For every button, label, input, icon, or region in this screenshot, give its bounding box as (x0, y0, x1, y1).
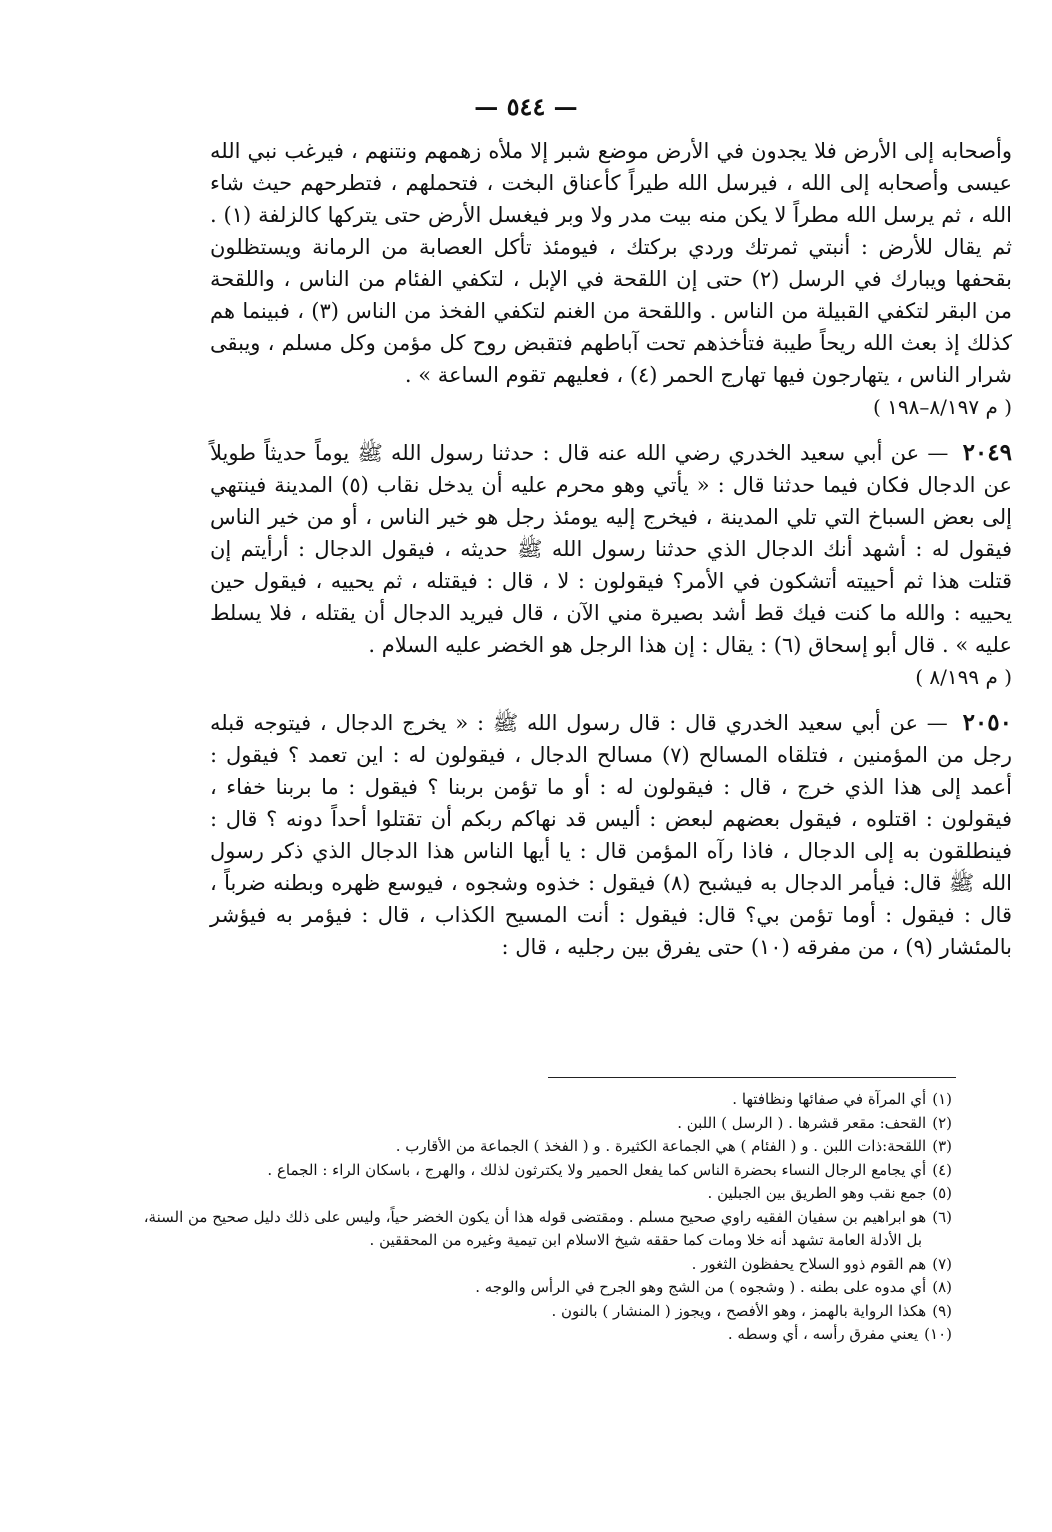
footnote (40, 1253, 952, 1277)
paragraph-text: — عن أبي سعيد الخدري قال : قال رسول الله ﷺ : « يخرج الدجال ، فيتوجه قبله رجل من المؤمنين ، فتلقاه المسالح (٧) مسالح الدجال ، فيقولون له : اين تعمد ؟ فيقول : أعمد إلى هذا الذي خرج ، قال : فيقولون له : أو ما تؤمن بربنا ؟ فيقول : ما بربنا خفاء ، فيقولون : اقتلوه ، فيقول بعضهم لبعض : أليس قد نهاكم ربكم أن تقتلوا أحداً دونه ؟ قال : فينطلقون به إلى الدجال ، فاذا رآه المؤمن قال : يا أيها الناس هذا الدجال الذي ذكر رسول الله ﷺ قال: فيأمر الدجال به فيشبح (٨) فيقول : خذوه وشجوه ، فيوسع ظهره وبطنه ضرباً ، قال : فيقول : أوما تؤمن بي؟ قال: فيقول : أنت المسيح الكذاب ، قال : فيؤمر به فيؤشر بالمئشار (٩) ، من مفرقه (١٠) حتى يفرق بين رجليه ، قال : (210, 711, 1012, 959)
main-text (210, 135, 1012, 977)
footnote-number: (١) (932, 1090, 952, 1108)
footnote-text: هكذا الرواية بالهمز ، وهو الأفصح ، ويجوز ( المنشار ) بالنون . (551, 1301, 927, 1320)
footnote-number: (٧) (932, 1254, 952, 1273)
hadith-number: ٢٠٤٩ (962, 439, 1012, 466)
footnote-text: هم القوم ذوو السلاح يحفظون الثغور . (691, 1254, 927, 1273)
source-reference: ( م ٨/١٩٧–١٩٨ ) (872, 395, 1012, 419)
footnote-text: هو ابراهيم بن سفيان الفقيه راوي صحيح مسلم . ومقتضى قوله هذا أن يكون الخضر حياً، وليس على ذلك دليل صحيح من السنة، (143, 1207, 927, 1226)
footnote-number: (٦) (932, 1207, 952, 1226)
footnote-text: أي المرآة في صفائها ونظافتها . (732, 1090, 927, 1108)
footnote-number: (٢) (932, 1113, 952, 1132)
footnote-text: القحف: مقعر قشرها . ( الرسل ) اللبن . (677, 1113, 927, 1132)
footnote-text: أي يجامع الرجال النساء بحضرة الناس كما يفعل الحمير ولا يكترثون لذلك ، والهرج ، باسكان الراء : الجماع . (267, 1160, 927, 1179)
footnote-number: (٨) (932, 1278, 952, 1296)
footnote-text: اللقحة:ذات اللبن . و ( الفئام ) هي الجماعة الكثيرة . و ( الفخذ ) الجماعة من الأقارب . (395, 1137, 927, 1155)
footnote (40, 1300, 952, 1324)
footnote (40, 1159, 952, 1183)
paragraph-text: وأصحابه إلى الأرض فلا يجدون في الأرض موضع شبر إلا ملأه زهمهم ونتنهم ، فيرغب نبي الله عيسى وأصحابه إلى الله ، فيرسل الله طيراً كأعناق البخت ، فتحملهم ، فتطرحهم حيث شاء الله ، ثم يرسل الله مطراً لا يكن منه بيت مدر ولا وبر فيغسل الأرض حتى يتركها كالزلفة (١) . ثم يقال للأرض : أنبتي ثمرتك وردي بركتك ، فيومئذ تأكل العصابة من الرمانة ويستظلون بقحفها ويبارك في الرسل (٢) حتى إن اللقحة في الإبل ، لتكفي الفئام من الناس ، واللقحة من البقر لتكفي القبيلة من الناس . واللقحة من الغنم لتكفي الفخذ من الناس (٣) ، فبينما هم كذلك إذ بعث الله ريحاً طيبة فتأخذهم تحت آباطهم فتقبض روح كل مؤمن وكل مسلم ، ويبقى شرار الناس ، يتهارجون فيها تهارج الحمر (٤) ، فعليهم تقوم الساعة » . (210, 139, 1012, 387)
hadith-paragraph (210, 707, 1012, 963)
footnote-number: (٥) (932, 1184, 952, 1202)
footnote-text: يعني مفرق رأسه ، أي وسطه . (727, 1325, 919, 1343)
hadith-paragraph (210, 135, 1012, 423)
footnote-number: (١٠) (924, 1325, 952, 1343)
footnote-number: (٤) (932, 1160, 952, 1179)
footnote-number: (٩) (932, 1301, 952, 1320)
footnote-continuation: بل الأدلة العامة تشهد أنه خلا ومات كما حققه شيخ الاسلام ابن تيمية وغيره من المحققين . (369, 1231, 922, 1249)
footnotes (40, 1088, 952, 1347)
footnote (40, 1323, 952, 1347)
footnote-number: (٣) (932, 1137, 952, 1155)
paragraph-text: — عن أبي سعيد الخدري رضي الله عنه قال : حدثنا رسول الله ﷺ يوماً حديثاً طويلاً عن الدجال فكان فيما حدثنا قال : « يأتي وهو محرم عليه أن يدخل نقاب (٥) المدينة فينتهي إلى بعض السباخ التي تلي المدينة ، فيخرج إليه يومئذ رجل هو خير الناس ، أو من خير الناس فيقول له : أشهد أنك الدجال الذي حدثنا رسول الله ﷺ حديثه ، فيقول الدجال : أرأيتم إن قتلت هذا ثم أحييته أتشكون في الأمر؟ فيقولون : لا ، قال : فيقتله ، ثم يحييه ، فيقول حين يحييه : والله ما كنت فيك قط أشد بصيرة مني الآن ، قال فيريد الدجال أن يقتله ، فلا يسلط عليه » . قال أبو إسحاق (٦) : يقال : إن هذا الرجل هو الخضر عليه السلام . (210, 441, 1012, 657)
footnote-text: جمع نقب وهو الطريق بين الجبلين . (707, 1184, 927, 1202)
footnote-divider (548, 1077, 956, 1078)
footnote (40, 1112, 952, 1136)
footnote (40, 1135, 952, 1159)
footnote (40, 1206, 952, 1230)
hadith-paragraph (210, 437, 1012, 693)
hadith-number: ٢٠٥٠ (962, 709, 1012, 736)
footnote (40, 1276, 952, 1300)
footnote-text: أي مدوه على بطنه . ( وشجوه ) من الشج وهو الجرح في الرأس والوجه . (475, 1278, 927, 1296)
footnote (40, 1182, 952, 1206)
footnote (40, 1088, 952, 1112)
source-reference: ( م ٨/١٩٩ ) (915, 665, 1012, 689)
page-number: — ٥٤٤ — (474, 92, 578, 121)
